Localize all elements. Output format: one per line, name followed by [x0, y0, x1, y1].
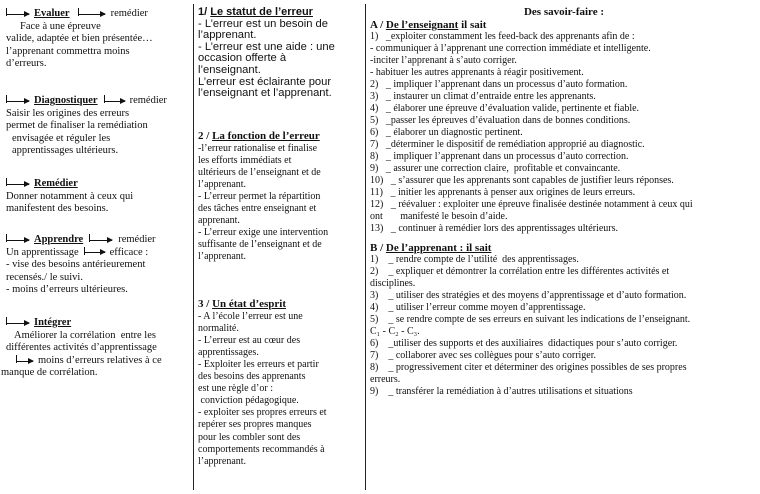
evaluer-line: d’erreurs.: [6, 58, 47, 70]
etat-line: normalité.: [198, 322, 239, 334]
statut-line: L’erreur est éclairante pour: [198, 75, 332, 88]
statut-line: l’apprenant.: [198, 29, 257, 42]
list-item: 3) _ utiliser des stratégies et des moyens d’apprentissage et d’auto formation.: [370, 290, 687, 301]
fonction-line: suffisante de l’enseignant et de: [198, 239, 322, 251]
fonction-line: l’apprenant.: [198, 178, 247, 190]
fonction-title-text: La fonction de l’erreur: [212, 130, 320, 142]
statut-title: [198, 6, 364, 19]
etat-line: repérer ses propres manques: [198, 419, 312, 431]
divider-line: [193, 4, 194, 490]
list-item: -inciter l’apprenant à s’auto corriger.: [370, 55, 517, 66]
list-item: 4) _ utiliser l’erreur comme moyen d’apprentissage.: [370, 302, 586, 313]
statut-num: 1/: [198, 6, 208, 18]
diagnostiquer-line: envisagée et réguler les: [12, 132, 111, 144]
integrer-line: manque de corrélation.: [1, 367, 98, 379]
apprendre-title: Apprendre: [34, 234, 84, 245]
list-item: C₁ - C₂ - C₃.: [370, 326, 420, 337]
arrow-right-icon: [16, 359, 33, 363]
list-item: 13) _ continuer à remédier lors des apprentissages ultérieurs.: [370, 223, 618, 234]
etat-line: comportements recommandés à: [198, 443, 325, 455]
section-a-prefix: A /: [370, 19, 384, 31]
fonction-line: les efforts immédiats et: [198, 154, 292, 166]
section-b-heading: [370, 242, 758, 254]
section-diagnostiquer: [6, 95, 192, 158]
evaluer-line: valide, adaptée et bien présentée…: [6, 33, 153, 45]
arrow-right-icon: [104, 99, 125, 103]
column-erreur: [196, 0, 364, 494]
etat-line: - exploiter ses propres erreurs et: [198, 407, 327, 419]
section-fonction: [198, 130, 364, 264]
integrer-heading: [6, 317, 192, 330]
fonction-line: - L’erreur permet la répartition: [198, 190, 321, 202]
evaluer-heading: [6, 8, 192, 21]
apprendre-heading: [6, 234, 192, 247]
etat-line: - A l’école l’erreur est une: [198, 310, 303, 322]
section-etat: [198, 298, 364, 468]
fonction-line: - L’erreur exige une intervention: [198, 227, 329, 239]
apprendre-line1: [6, 247, 192, 260]
list-item: 7) _déterminer le dispositif de remédiation approprié au diagnostic.: [370, 139, 645, 150]
list-item: 10) _ s’assurer que les apprenants sont capables de justifier leurs réponses.: [370, 175, 674, 186]
statut-line: l’enseignant et l’apprenant.: [198, 87, 332, 100]
etat-line: l’apprenant.: [198, 455, 247, 467]
section-evaluer: [6, 8, 192, 71]
etat-line: conviction pédagogique.: [198, 395, 299, 407]
section-a-list: [370, 31, 758, 235]
fonction-line: l’apprenant.: [198, 251, 247, 263]
savoir-faire-block: [370, 6, 758, 398]
remedier-heading: [6, 178, 192, 191]
etat-line: - Exploiter les erreurs et partir: [198, 358, 319, 370]
list-item: 5) _passer les épreuves d’évaluation dans de bonnes conditions.: [370, 115, 631, 126]
list-item: 8) _ progressivement citer et déterminer des origines possibles de ses propres: [370, 362, 687, 373]
remedier-line: manifestent des besoins.: [6, 203, 109, 215]
arrow-right-icon: [89, 238, 112, 242]
fonction-line: des tâches entre enseignant et: [198, 203, 317, 215]
section-a-title: De l’enseignant: [385, 19, 459, 31]
list-item: 6) _utiliser des supports et des auxiliaires didactiques pour s’auto corriger.: [370, 338, 678, 349]
arrow-in-icon: [6, 12, 29, 16]
list-item: 9) _ transférer la remédiation à d’autres utilisations et situations: [370, 386, 633, 397]
list-item: erreurs.: [370, 374, 401, 385]
list-item: 1) _ rendre compte de l’utilité des apprentissages.: [370, 254, 579, 265]
list-item: - habituer les autres apprenants à réagir positivement.: [370, 67, 584, 78]
evaluer-arrow-label: remédier: [110, 8, 148, 19]
apprendre-line1-text: Un apprentissage: [6, 246, 79, 258]
column-savoir-faire: [368, 0, 760, 494]
apprendre-line: - vise des besoins antérieurement: [6, 259, 146, 271]
etat-line: des besoins des apprenants: [198, 371, 306, 383]
list-item: 9) _ assurer une correction claire, profitable et convaincante.: [370, 163, 621, 174]
list-item: 2) _ impliquer l’apprenant dans un processus d’auto formation.: [370, 79, 628, 90]
list-item: 11) _ initier les apprenants à penser aux origines de leurs erreurs.: [370, 187, 636, 198]
list-item: 8) _ impliquer l’apprenant dans un processus d’auto correction.: [370, 151, 629, 162]
section-b-prefix: B /: [370, 242, 384, 254]
column-cycle: [0, 0, 192, 494]
section-remedier: [6, 178, 192, 216]
integrer-arrow-line: [6, 355, 192, 368]
diagnostiquer-heading: [6, 95, 192, 108]
list-item: 12) _ réévaluer : exploiter une épreuve finalisée destinée notamment à ceux qui: [370, 199, 693, 210]
list-item: 5) _ se rendre compte de ses erreurs en suivant les indications de l’enseignant.: [370, 314, 691, 325]
section-a-heading: [370, 19, 758, 31]
diagnostiquer-arrow-label: remédier: [129, 95, 167, 106]
fonction-line: ultérieurs de l’enseignant et de: [198, 166, 321, 178]
etat-title-text: Un état d’esprit: [212, 298, 286, 310]
arrow-in-icon: [6, 321, 29, 325]
etat-num: 3 /: [198, 298, 210, 310]
fonction-line: -l’erreur rationalise et finalise: [198, 142, 318, 154]
diagnostiquer-title: Diagnostiquer: [34, 95, 98, 106]
etat-line: - L’erreur est au cœur des: [198, 334, 301, 346]
fonction-num: 2 /: [198, 130, 210, 142]
apprendre-line: recensés./ le suivi.: [6, 271, 83, 283]
arrow-in-icon: [6, 238, 29, 242]
remedier-line: Donner notamment à ceux qui: [6, 190, 134, 202]
diagnostiquer-line: permet de finaliser la remédiation: [6, 120, 148, 132]
section-apprendre: [6, 234, 192, 297]
apprendre-arrow-label: remédier: [118, 234, 156, 245]
remedier-title: Remédier: [34, 178, 78, 189]
evaluer-title: Evaluer: [34, 8, 70, 19]
section-integrer: [1, 317, 192, 380]
diagnostiquer-line: Saisir les origines des erreurs: [6, 107, 130, 119]
fonction-line: apprenant.: [198, 215, 240, 227]
statut-line: l’enseignant.: [198, 63, 261, 76]
list-item: 4) _ élaborer une épreuve d’évaluation valide, pertinente et fiable.: [370, 103, 640, 114]
arrow-right-icon: [78, 12, 105, 16]
integrer-line: Améliorer la corrélation entre les: [14, 329, 156, 341]
arrow-right-icon: [84, 251, 105, 255]
list-item: 1) _exploiter constamment les feed-back des apprenants afin de :: [370, 31, 635, 42]
list-item: ont manifesté le besoin d’aide.: [370, 211, 508, 222]
list-item: 6) _ élaborer un diagnostic pertinent.: [370, 127, 523, 138]
statut-title-text: Le statut de l’erreur: [210, 6, 313, 18]
savoir-faire-title: Des savoir-faire :: [523, 6, 605, 18]
list-item: 3) _ instaurer un climat d’entraide entre les apprenants.: [370, 91, 596, 102]
section-b-list: [370, 254, 758, 398]
arrow-in-icon: [6, 99, 29, 103]
apprendre-line1-label: efficace :: [109, 246, 149, 258]
integrer-line: différentes activités d’apprentissage: [6, 342, 157, 354]
list-item: 2) _ expliquer et démontrer la corrélation entre les différentes activités et: [370, 266, 670, 277]
statut-line: - L’erreur est un besoin de: [198, 17, 328, 30]
integrer-arrow-text: moins d’erreurs relatives à ce: [38, 354, 162, 366]
evaluer-line: Face à une épreuve: [20, 20, 101, 32]
apprendre-line: - moins d’erreurs ultérieures.: [6, 284, 128, 296]
integrer-title: Intégrer: [34, 317, 72, 328]
evaluer-line: l’apprenant commettra moins: [6, 45, 130, 57]
etat-title: [198, 298, 364, 311]
statut-line: occasion offerte à: [198, 52, 287, 65]
section-statut: [198, 6, 364, 100]
arrow-in-icon: [6, 182, 29, 186]
list-item: 7) _ collaborer avec ses collègues pour s’auto corriger.: [370, 350, 597, 361]
list-item: disciplines.: [370, 278, 416, 289]
fonction-title: [198, 130, 364, 143]
etat-line: pour les combler sont des: [198, 431, 301, 443]
etat-line: est une règle d’or :: [198, 383, 273, 395]
section-a-suffix: il sait: [461, 19, 487, 31]
section-b-title: De l’apprenant : il sait: [385, 242, 492, 254]
statut-line: - L’erreur est une aide : une: [198, 40, 335, 53]
divider-line: [365, 4, 366, 490]
diagnostiquer-line: apprentissages ultérieurs.: [12, 145, 119, 157]
etat-line: apprentissages.: [198, 346, 259, 358]
list-item: - communiquer à l’apprenant une correction immédiate et intelligente.: [370, 43, 651, 54]
